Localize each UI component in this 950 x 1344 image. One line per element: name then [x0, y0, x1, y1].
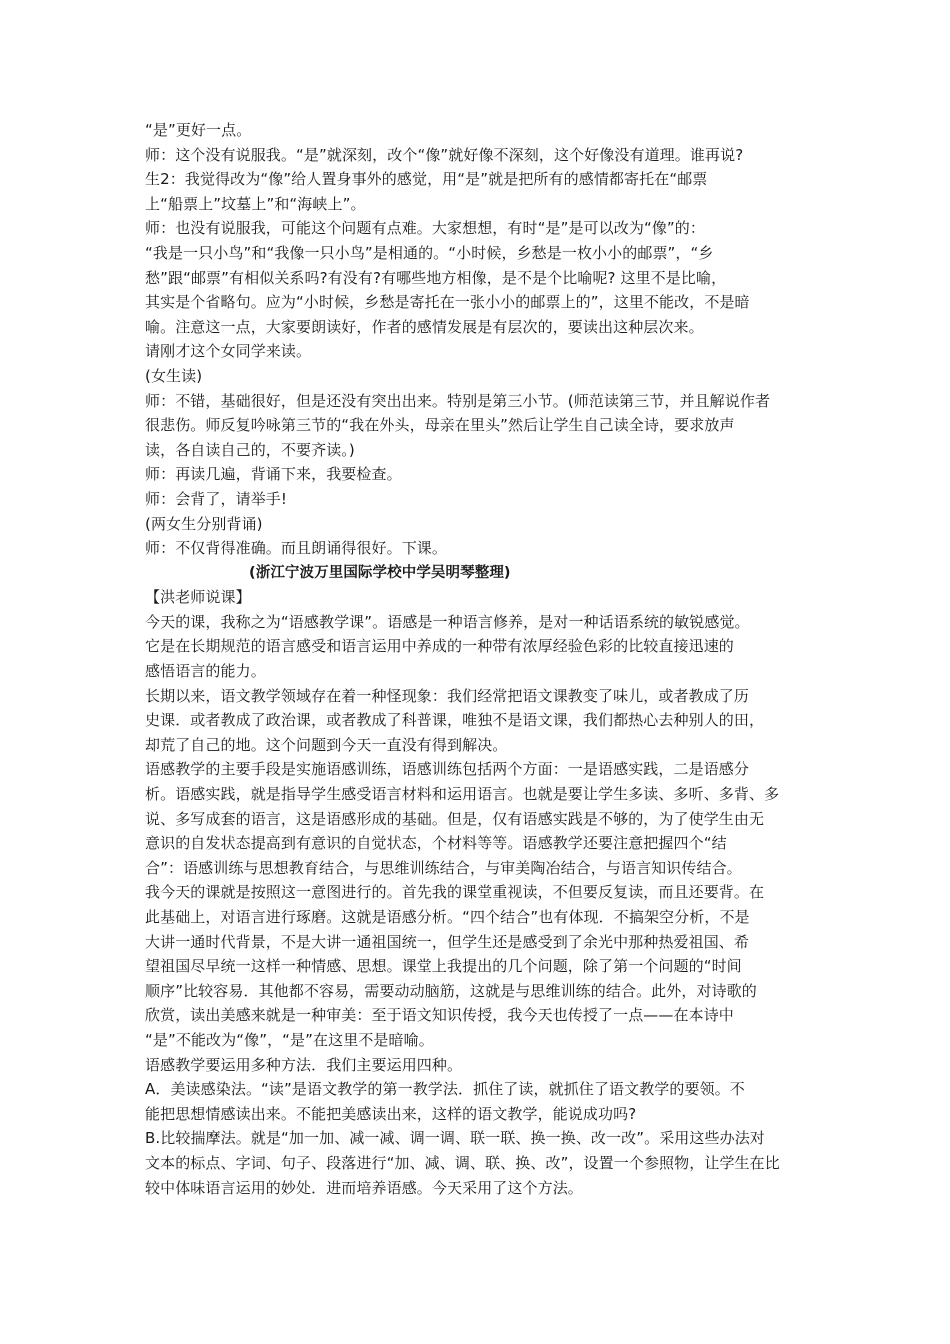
text-line: 欣赏，读出美感来就是一种审美：至于语文知识传授，我今天也传授了一点——在本诗中 — [145, 1006, 734, 1025]
text-line: 很悲伤。师反复吟咏第三节的“我在外头，母亲在里头”然后让学生自己读全诗，要求放声 — [145, 416, 735, 435]
text-line: 较中体味语言运用的妙处．进而培养语感。今天采用了这个方法。 — [145, 1178, 583, 1197]
text-line: 上“船票上”坟墓上”和“海峡上”。 — [145, 194, 366, 213]
text-line: 语感教学的主要手段是实施语感训练，语感训练包括两个方面：一是语感实践，二是语感分 — [145, 760, 750, 779]
text-line: 意识的自发状态提高到有意识的自觉状态，个材料等等。语感教学还要注意把握四个“结 — [145, 834, 727, 853]
text-line: 我今天的课就是按照这一意图进行的。首先我的课堂重视读，不但要反复读，而且还要背。在 — [145, 883, 765, 902]
text-line: B.比较揣摩法。就是“加一加、减一减、调一调、联一联、换一换、改一改”。采用这些办法对 — [145, 1129, 765, 1148]
text-line: 语感教学要运用多种方法．我们主要运用四种。 — [145, 1055, 463, 1074]
section-heading: 【洪老师说课】 — [145, 588, 251, 607]
text-line: 喻。注意这一点，大家要朗读好，作者的感情发展是有层次的，要读出这种层次来。 — [145, 317, 704, 336]
text-line: 愁”跟“邮票”有相似关系吗?有没有?有哪些地方相像，是不是个比喻呢? 这里不是比喻， — [145, 268, 727, 287]
text-line: 师：再读几遍，背诵下来，我要检查。 — [145, 465, 402, 484]
text-line: “我是一只小鸟”和“我像一只小鸟”是相通的。“小时候，乡愁是一枚小小的邮票”，“乡 — [145, 243, 714, 262]
text-line: 师：也没有说服我，可能这个问题有点难。大家想想，有时“是”是可以改为“像”的： — [145, 219, 705, 238]
text-line: 生2：我觉得改为“像”给人置身事外的感觉，用“是”就是把所有的感情都寄托在“邮票 — [145, 170, 708, 189]
text-line: 能把思想情感读出来。不能把美感读出来，这样的语文教学，能说成功吗? — [145, 1104, 637, 1123]
text-line: 感悟语言的能力。 — [145, 662, 266, 681]
text-line: 此基础上，对语言进行琢磨。这就是语感分析。“四个结合”也有体现．不搞架空分析，不是 — [145, 908, 750, 926]
text-line: A．美读感染法。“读”是语文教学的第一教学法．抓住了读，就抓住了语文教学的要领。不 — [145, 1080, 745, 1099]
text-line: 析。语感实践，就是指导学生感受语言材料和运用语言。也就是要让学生多读、多听、多背、多 — [145, 785, 780, 804]
text-line: 史课．或者教成了政治课，或者教成了科普课，唯独不是语文课，我们都热心去种别人的田， — [145, 711, 765, 730]
text-line: 望祖国尽早统一这样一种情感、思想。课堂上我提出的几个问题，除了第一个问题的“时间 — [145, 957, 742, 976]
text-line: 合”：语感训练与思想教育结合，与思维训练结合，与审美陶冶结合，与语言知识传结合。 — [145, 858, 742, 877]
text-line: 文本的标点、字词、句子、段落进行“加、减、调、联、换、改”，设置一个参照物，让学生在比 — [145, 1153, 780, 1172]
text-line: 顺序”比较容易．其他都不容易，需要动动脑筋，这就是与思维训练的结合。此外，对诗歌的 — [145, 981, 757, 1000]
text-line: 师：这个没有说服我。“是”就深刻，改个“像”就好像不深刻，这个好像没有道理。谁再说? — [145, 145, 744, 164]
text-line: 其实是个省略句。应为“小时候，乡愁是寄托在一张小小的邮票上的”，这里不能改，不是暗 — [145, 293, 750, 312]
text-line: 读，各自读自己的，不要齐读。) — [145, 440, 355, 459]
text-line: “是”更好一点。 — [145, 121, 252, 139]
text-line: 师：不仅背得准确。而且朗诵得很好。下课。 — [145, 539, 448, 558]
text-line: 今天的课，我称之为“语感教学课”。语感是一种语言修养，是对一种话语系统的敏锐感觉。 — [145, 612, 750, 631]
text-line: “是”不能改为“像”，“是”在这里不是暗喻。 — [145, 1030, 434, 1049]
text-line: 师：不错，基础很好，但是还没有突出出来。特别是第三小节。(师范读第三节，并且解说作者 — [145, 391, 771, 410]
text-line: 却荒了自己的地。这个问题到今天一直没有得到解决。 — [145, 735, 508, 754]
text-line: 师：会背了，请举手! — [145, 489, 288, 508]
text-line: (两女生分别背诵) — [145, 514, 263, 533]
document-body — [145, 118, 813, 1200]
text-line: 它是在长期规范的语言感受和语言运用中养成的一种带有浓厚经验色彩的比较直接迅速的 — [145, 637, 734, 656]
text-line: 说、多写成套的语言，这是语感形成的基础。但是，仅有语感实践是不够的，为了使学生由无 — [145, 809, 765, 828]
text-line: 请刚才这个女同学来读。 — [145, 342, 312, 361]
attribution-line: (浙江宁波万里国际学校中学吴明琴整理) — [249, 564, 511, 581]
text-line: (女生读) — [145, 366, 203, 385]
text-line: 长期以来，语文教学领域存在着一种怪现象：我们经常把语文课教变了味儿，或者教成了历 — [145, 686, 750, 705]
text-line: 大讲一通时代背景，不是大讲一通祖国统一，但学生还是感受到了余光中那种热爱祖国、希 — [145, 932, 750, 951]
